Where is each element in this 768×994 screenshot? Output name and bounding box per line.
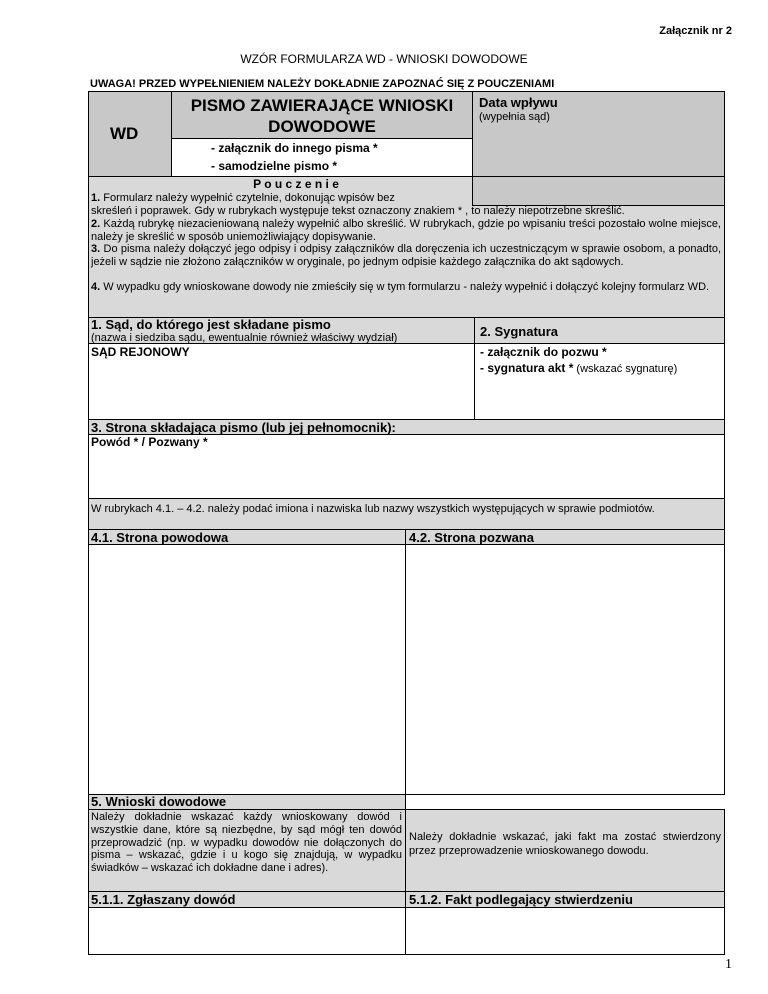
evidence-input[interactable] — [88, 907, 406, 955]
instruction-4: 4. W wypadku gdy wnioskowane dowody nie zmieściły się w tym formularzu - należy wypełnić i dołączyć kolejny formularz WD. — [91, 281, 710, 293]
instructions-heading: P o u c z e n i e — [253, 177, 339, 191]
evidence-right-note: Należy dokładnie wskazać, jaki fakt ma zostać stwierdzony przez przeprowadzenie wnioskowanego dowodu. — [409, 831, 721, 857]
defendant-label: 4.2. Strona pozwana — [409, 530, 534, 545]
instruction-2: 2. Każdą rubrykę niezacieniowaną należy wypełnić albo skreślić. W rubrykach, gdzie po wpisaniu treści pozostało wolne miejsce, należy je skreślić w sposób uniemożliwiający dopisywanie. — [91, 218, 721, 243]
instruction-3: 3. Do pisma należy dołączyć jego odpisy i odpisy załączników dla doręczenia ich uczestniczącym w sprawie osobom, a ponadto, jeżeli w sądzie nie złożono załączników w oryginale, po jednym odpisie każdego załącznika do akt sądowych. — [91, 243, 721, 268]
signature-opt2: - sygnatura akt * (wskazać sygnaturę) — [480, 361, 678, 375]
party-value: Powód * / Pozwany * — [91, 435, 208, 449]
instruction-1b: skreśleń i poprawek. Gdy w rubrykach występuje tekst oznaczony znakiem * , to należy niepotrzebne skreślić. — [91, 205, 625, 217]
evidence-col1-label: 5.1.1. Zgłaszany dowód — [91, 892, 236, 907]
court-value: SĄD REJONOWY — [91, 345, 190, 359]
date-label: Data wpływu — [479, 95, 558, 110]
fact-input[interactable] — [405, 907, 725, 955]
title-line-1: PISMO ZAWIERAJĄCE WNIOSKI — [190, 96, 454, 115]
signature-opt1: - załącznik do pozwu * — [480, 345, 607, 359]
court-label: 1. Sąd, do którego jest składane pismo — [91, 317, 331, 332]
evidence-label: 5. Wnioski dowodowe — [91, 794, 227, 809]
court-sublabel: (nazwa i siedziba sądu, ewentualnie również właściwy wydział) — [91, 332, 398, 344]
page-number: 1 — [725, 957, 732, 972]
wd-code: WD — [110, 124, 139, 143]
instruction-1a: 1. Formularz należy wypełnić czytelnie, dokonując wpisów bez — [91, 192, 395, 204]
signature-label: 2. Sygnatura — [480, 324, 559, 339]
evidence-left-note: Należy dokładnie wskazać każdy wnioskowany dowód i wszystkie dane, które są niezbędne, by sąd mógł ten dowód przeprowadzić (np. w wypadku dowodów nie dołączonych do pisma – wskazać, gdzie i u kogo się znajdują, w wypadku świadków – wskazać ich dokładne dane i adres). — [91, 811, 402, 875]
plaintiff-input[interactable] — [88, 544, 406, 795]
plaintiff-label: 4.1. Strona powodowa — [91, 530, 229, 545]
party-label: 3. Strona składająca pismo (lub jej pełnomocnik): — [91, 420, 396, 435]
evidence-col2-label: 5.1.2. Fakt podlegający stwierdzeniu — [409, 892, 633, 907]
parties-note: W rubrykach 4.1. – 4.2. należy podać imiona i nazwiska lub nazwy wszystkich występujących w sprawie podmiotów. — [91, 503, 655, 515]
defendant-input[interactable] — [405, 544, 725, 795]
title-line-2: DOWODOWE — [268, 117, 376, 136]
date-cell-extension — [472, 177, 724, 206]
date-sub: (wypełnia sąd) — [479, 111, 550, 123]
option-standalone: - samodzielne pismo * — [211, 159, 338, 173]
option-attachment: - załącznik do innego pisma * — [211, 141, 378, 155]
form-title: WZÓR FORMULARZA WD - WNIOSKI DOWODOWE — [240, 52, 528, 66]
warning-text: UWAGA! PRZED WYPEŁNIENIEM NALEŻY DOKŁADNIE ZAPOZNAĆ SIĘ Z POUCZENIAMI — [90, 78, 555, 90]
attachment-label: Załącznik nr 2 — [659, 25, 732, 37]
